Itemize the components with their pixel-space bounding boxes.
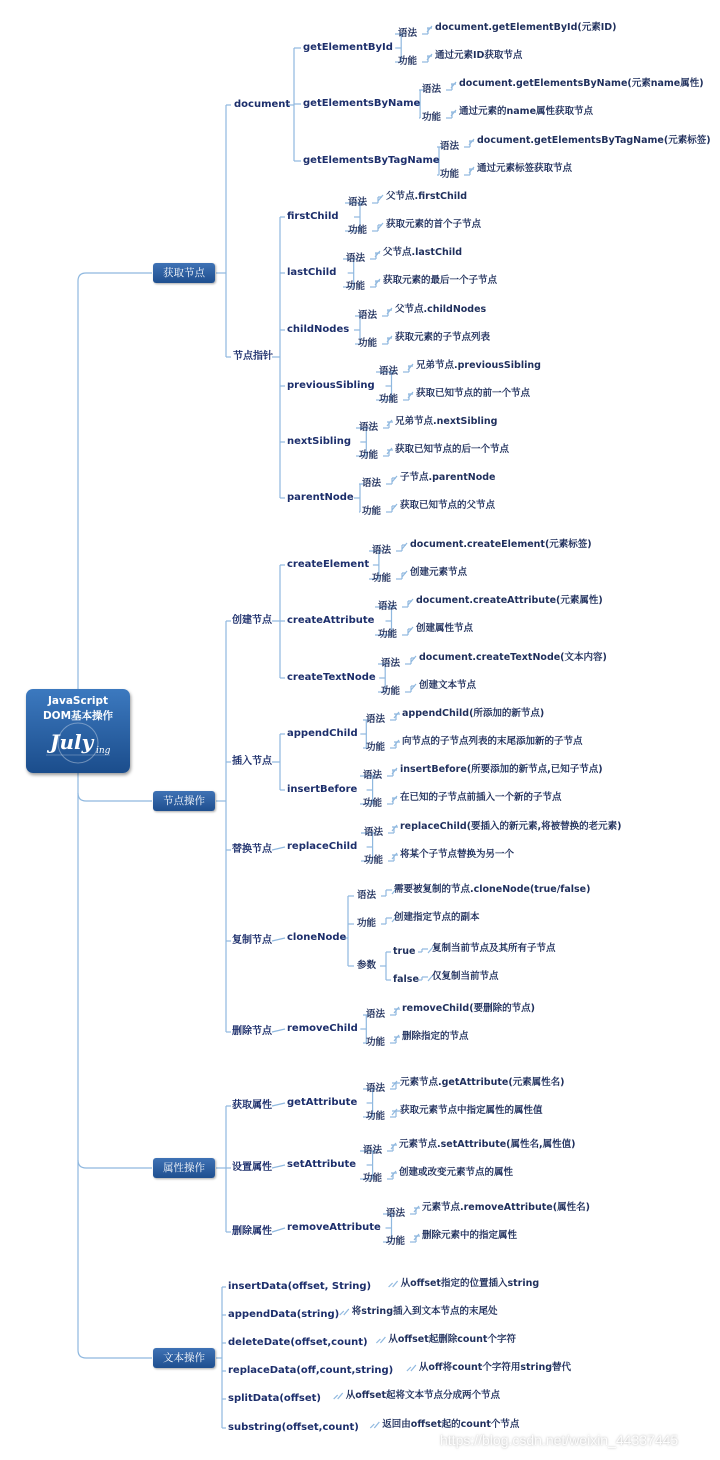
method-name: createAttribute [287,615,375,626]
connector [378,195,383,201]
syntax-value: 父节点.childNodes [395,304,487,315]
july-logo [40,721,116,765]
text-method-name: splitData(offset) [228,1393,321,1404]
branch-attr-ops[interactable]: 属性操作 [153,1158,215,1178]
function-label: 功能 [379,394,399,405]
function-value: 通过元素标签获取节点 [477,163,573,174]
syntax-label: 语法 [422,84,442,95]
function-label: 功能 [378,629,398,640]
syntax-label: 语法 [363,1145,383,1156]
method-name: getAttribute [287,1097,358,1108]
root-node[interactable] [26,689,130,773]
method-name: getElementById [303,42,393,53]
method-name: previousSibling [287,380,375,391]
connector [411,1365,416,1371]
param-desc: 仅复制当前节点 [432,971,499,982]
sub-replace-node: 替换节点 [232,844,272,855]
param-key: true [393,946,416,957]
function-value: 获取元素的最后一个子节点 [383,275,498,286]
method-name: childNodes [287,324,350,335]
syntax-label: 语法 [364,827,384,838]
function-label: 功能 [366,742,386,753]
function-label: 功能 [346,281,366,292]
logo-script: July [50,730,94,754]
connector [272,1029,285,1032]
text-method-desc: 返回由offset起的count个节点 [382,1419,520,1430]
function-value: 获取已知节点的前一个节点 [416,388,531,399]
param-desc: 复制当前节点及其所有子节点 [432,943,556,954]
syntax-label: 语法 [357,890,377,901]
function-value: 删除元素中的指定属性 [422,1230,518,1241]
logo-sub: ing [96,746,111,756]
syntax-label: 语法 [366,1009,386,1020]
syntax-value: appendChild(所添加的新节点) [402,708,545,719]
text-method-desc: 从offset指定的位置插入string [400,1278,540,1289]
connector [392,504,397,510]
syntax-value: replaceChild(要插入的新元素,将被替换的老元素) [400,821,622,832]
root-title-line1: JavaScript [47,695,109,707]
method-name: firstChild [287,211,339,222]
syntax-value: 兄弟节点.nextSibling [395,416,498,427]
connector [411,656,416,662]
text-method-name: insertData(offset, String) [228,1281,372,1292]
syntax-value: document.createElement(元素标签) [410,539,592,550]
function-label: 功能 [398,56,418,67]
function-value: 将某个子节点替换为另一个 [400,849,515,860]
connector [393,1281,398,1287]
method-name: nextSibling [287,436,352,447]
function-label: 功能 [386,1236,406,1247]
connector [402,571,407,577]
connector [334,1395,338,1399]
syntax-value: 父节点.firstChild [386,191,468,202]
syntax-label: 语法 [366,1083,386,1094]
text-method-desc: 从off将count个字符用string替代 [418,1362,572,1373]
connector [374,1422,379,1428]
function-value: 向节点的子节点列表的末尾添加新的子节点 [402,736,583,747]
function-label: 功能 [358,338,378,349]
method-name: setAttribute [287,1159,357,1170]
connector [338,1393,343,1399]
method-name: createTextNode [287,672,376,683]
syntax-value: document.createAttribute(元素属性) [416,595,603,606]
function-label: 功能 [366,1111,386,1122]
function-label: 功能 [362,506,382,517]
syntax-value: document.getElementsByName(元素name属性) [459,78,704,89]
syntax-label: 语法 [366,714,386,725]
function-value: 获取元素节点中指定属性的属性值 [400,1105,543,1116]
function-label: 功能 [363,1173,383,1184]
syntax-value: 元素节点.getAttribute(元素属性名) [400,1077,565,1088]
syntax-label: 语法 [362,478,382,489]
branch-get-nodes[interactable]: 获取节点 [153,263,215,283]
watermark: https://blog.csdn.net/weixin_44337445 [440,1432,679,1448]
syntax-value: document.getElementById(元素ID) [435,22,617,33]
branch-text-ops[interactable]: 文本操作 [153,1348,215,1368]
method-name: removeChild [287,1023,358,1034]
sub-set-attribute: 设置属性 [232,1162,272,1173]
connector [370,1424,374,1428]
function-value: 创建或改变元素节点的属性 [399,1167,514,1178]
function-label: 功能 [372,573,392,584]
sub-clone-node: 复制节点 [232,935,272,946]
function-value: 通过元素的name属性获取节点 [459,106,594,117]
syntax-label: 语法 [378,601,398,612]
connector [408,599,413,605]
function-label: 功能 [364,855,384,866]
syntax-label: 语法 [440,141,460,152]
connector [272,1103,285,1106]
function-value: 创建属性节点 [416,623,474,634]
syntax-label: 语法 [348,197,368,208]
connector [78,773,152,1358]
function-label: 功能 [348,225,368,236]
method-name: getElementsByTagName [303,155,440,166]
connector [402,543,407,549]
function-label: 功能 [366,1037,386,1048]
syntax-label: 语法 [363,770,383,781]
text-method-name: appendData(string) [228,1309,340,1320]
function-value: 创建元素节点 [410,567,468,578]
sub-remove-node: 删除节点 [232,1026,272,1037]
syntax-label: 语法 [358,310,378,321]
method-name: parentNode [287,492,354,503]
function-value: 创建文本节点 [419,680,477,691]
syntax-label: 语法 [381,658,401,669]
connector [272,1228,285,1232]
method-name: replaceChild [287,841,358,852]
branch-node-ops[interactable]: 节点操作 [153,791,215,811]
text-method-desc: 从offset起将文本节点分成两个节点 [345,1390,501,1401]
function-value: 在已知的子节点前插入一个新的子节点 [400,792,562,803]
syntax-value: 兄弟节点.previousSibling [416,360,541,371]
text-method-desc: 将string插入到文本节点的末尾处 [351,1306,498,1317]
syntax-value: 元素节点.removeAttribute(属性名) [422,1202,590,1213]
connector [272,1165,285,1168]
connector [344,1309,349,1315]
method-name: cloneNode [287,932,347,943]
syntax-label: 语法 [372,545,392,556]
connector [378,223,383,229]
function-value: 通过元素ID获取节点 [435,50,523,61]
connector [78,273,152,281]
param-label: 参数 [357,960,377,971]
sub-remove-attribute: 删除属性 [232,1226,272,1237]
method-name: lastChild [287,267,337,278]
connector [408,627,413,633]
function-value: 获取已知节点的后一个节点 [395,444,510,455]
method-name: createElement [287,559,370,570]
method-name: getElementsByName [303,98,421,109]
connector [392,476,397,482]
sub-create-node: 创建节点 [232,615,272,626]
syntax-value: insertBefore(所要添加的新节点,已知子节点) [400,764,603,775]
connector [389,1283,393,1287]
connector [272,938,285,941]
text-method-name: deleteDate(offset,count) [228,1337,368,1348]
connector [78,793,152,801]
method-name: insertBefore [287,784,358,795]
syntax-value: 元素节点.setAttribute(属性名,属性值) [399,1139,576,1150]
syntax-value: removeChild(要删除的节点) [402,1003,535,1014]
root-title-line2: DOM基本操作 [42,710,114,722]
param-key: false [393,974,419,985]
text-method-desc: 从offset起删除count个字符 [388,1334,516,1345]
syntax-value: 需要被复制的节点.cloneNode(true/false) [394,884,591,895]
connector [380,1337,385,1343]
function-label: 功能 [359,450,379,461]
syntax-label: 语法 [386,1208,406,1219]
function-value: 获取元素的子节点列表 [395,332,491,343]
connector [78,1160,152,1168]
text-method-name: substring(offset,count) [228,1422,359,1433]
text-method-name: replaceData(off,count,string) [228,1365,394,1376]
function-label: 功能 [422,112,442,123]
sub-get-attribute: 获取属性 [232,1100,272,1111]
syntax-value: 父节点.lastChild [383,247,463,258]
syntax-value: document.getElementsByTagName(元素标签) [477,135,711,146]
function-value: 获取已知节点的父节点 [400,500,496,511]
sub-insert-node: 插入节点 [232,756,272,767]
syntax-label: 语法 [379,366,399,377]
syntax-value: document.createTextNode(文本内容) [419,652,607,663]
connector [376,1339,380,1343]
connector [272,847,285,850]
function-label: 功能 [357,918,377,929]
syntax-label: 语法 [346,253,366,264]
connector [407,1367,411,1371]
sub-node-pointers: 节点指针 [233,351,273,362]
method-name: appendChild [287,728,358,739]
function-label: 功能 [363,798,383,809]
sub-document: document [234,99,291,110]
syntax-value: 子节点.parentNode [400,472,496,483]
connector [411,684,416,690]
function-value: 删除指定的节点 [402,1031,469,1042]
function-label: 功能 [381,686,401,697]
connector [340,1311,344,1315]
function-value: 创建指定节点的副本 [394,912,480,923]
syntax-label: 语法 [359,422,379,433]
function-value: 获取元素的首个子节点 [386,219,482,230]
syntax-label: 语法 [398,28,418,39]
method-name: removeAttribute [287,1222,381,1233]
function-label: 功能 [440,169,460,180]
